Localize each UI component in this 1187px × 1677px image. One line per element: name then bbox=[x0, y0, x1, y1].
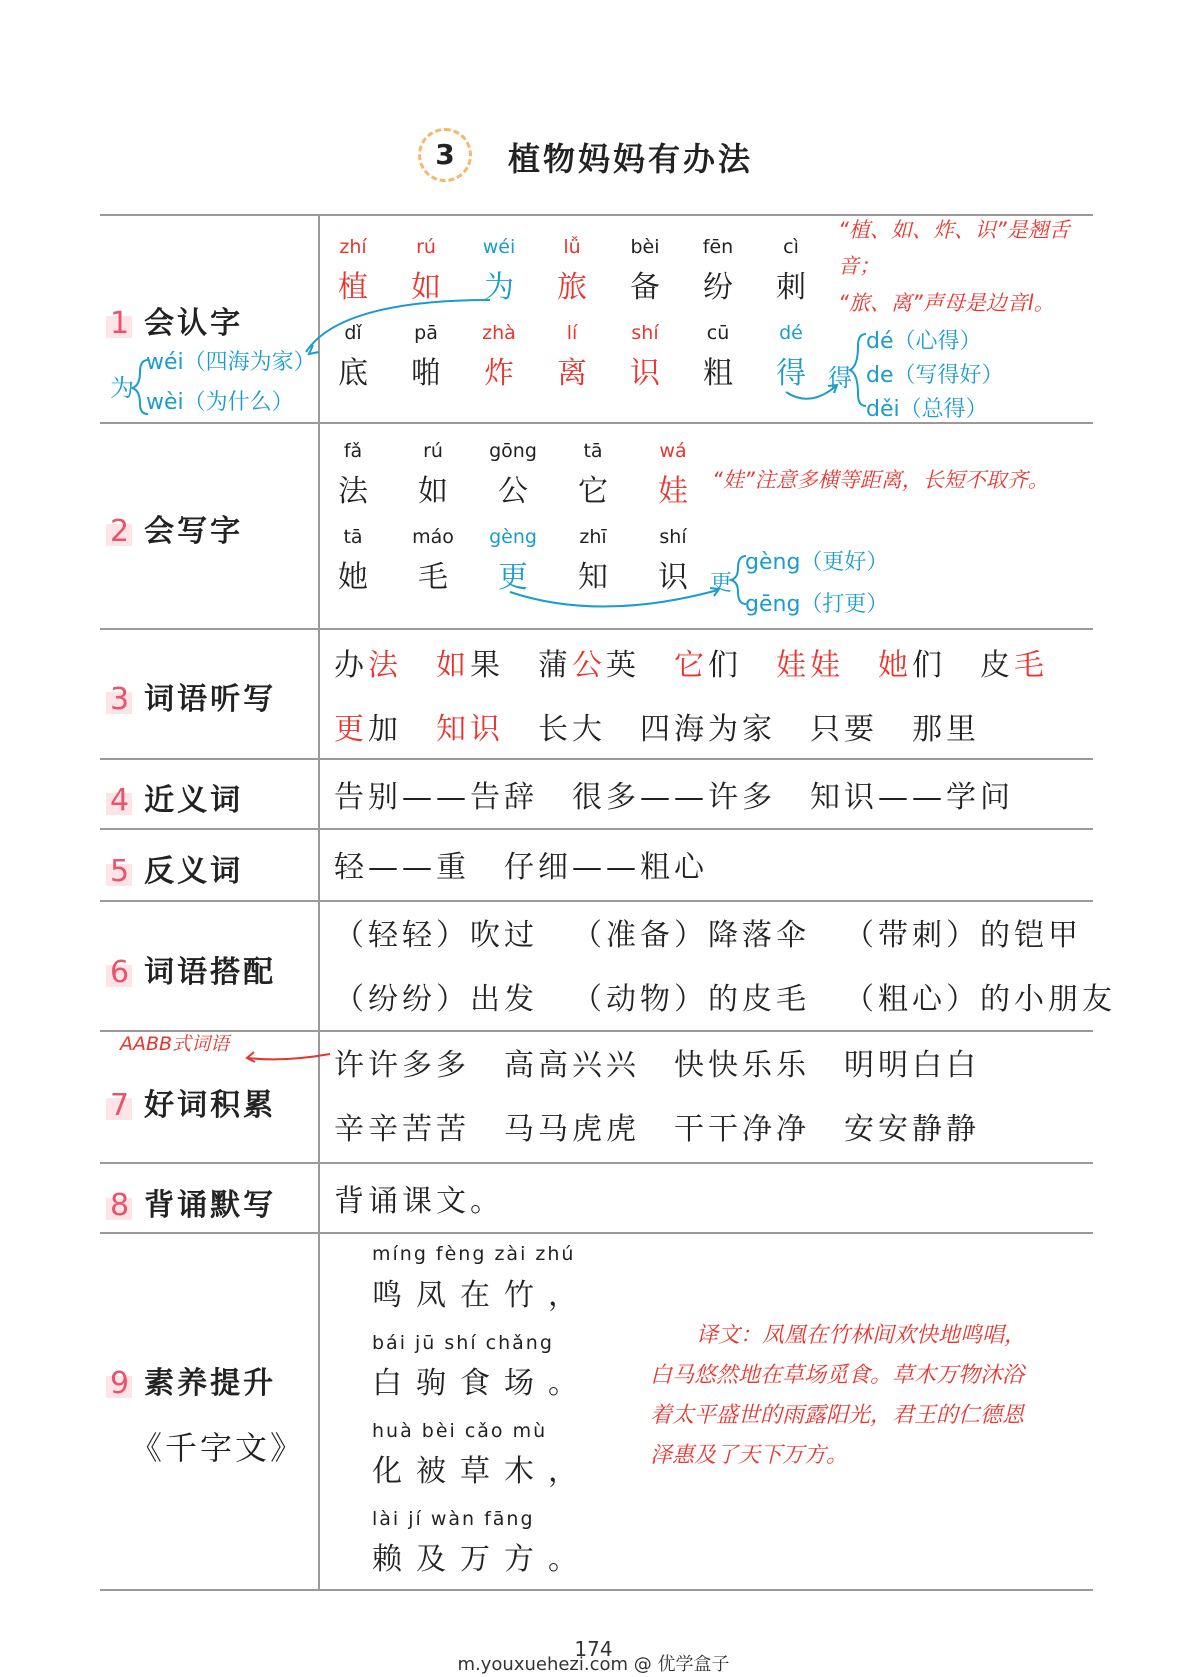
pinyin: cū bbox=[706, 322, 730, 344]
pinyin: shí bbox=[659, 526, 687, 548]
polyphone-wei-char: 为 bbox=[110, 374, 134, 402]
poem-line-3-pinyin: huà bèi cǎo mù bbox=[372, 1420, 548, 1442]
pinyin: máo bbox=[412, 526, 454, 548]
pinyin: shí bbox=[631, 322, 659, 344]
polyphone-de-char: 得 bbox=[828, 364, 852, 392]
pinyin: zhí bbox=[339, 236, 367, 258]
hanzi: 它 bbox=[578, 474, 608, 509]
classic-title: 《千字文》 bbox=[130, 1429, 306, 1467]
brace-de bbox=[850, 334, 866, 406]
hanzi: 法 bbox=[338, 474, 368, 509]
hanzi: 离 bbox=[557, 356, 587, 391]
hanzi: 识 bbox=[658, 560, 688, 595]
collocation: （纷纷）出发 bbox=[334, 982, 538, 1017]
poem-line-1: 鸣凤在竹， bbox=[372, 1278, 592, 1313]
section-label-dictation: 3 词语听写 bbox=[110, 682, 277, 717]
good-word: 快快乐乐 bbox=[674, 1048, 810, 1083]
brace-wei bbox=[132, 360, 148, 414]
pinyin: zhī bbox=[579, 526, 607, 548]
hanzi: 毛 bbox=[418, 560, 448, 595]
hanzi: 旅 bbox=[557, 270, 587, 305]
brace-geng bbox=[731, 556, 746, 604]
dictation-segment: 法 bbox=[368, 648, 402, 683]
pinyin: gōng bbox=[489, 440, 537, 462]
polyphone-wei-reading-1: wéi（四海为家） bbox=[146, 350, 316, 375]
collocation: （动物）的皮毛 bbox=[572, 982, 810, 1017]
antonym-pair: 仔细——粗心 bbox=[504, 850, 708, 885]
hanzi: 炸 bbox=[484, 356, 514, 391]
pinyin: tā bbox=[583, 440, 603, 462]
hanzi: 为 bbox=[484, 270, 514, 305]
hanzi: 纷 bbox=[703, 270, 733, 305]
section-label-recite: 8 背诵默写 bbox=[110, 1188, 277, 1223]
good-word: 干干净净 bbox=[674, 1112, 810, 1147]
good-word: 明明白白 bbox=[844, 1048, 980, 1083]
poem-line-1-pinyin: míng fèng zài zhú bbox=[372, 1243, 576, 1265]
hanzi: 植 bbox=[338, 270, 368, 305]
pinyin: tā bbox=[343, 526, 363, 548]
good-word: 高高兴兴 bbox=[504, 1048, 640, 1083]
dictation-segment: 娃娃 bbox=[776, 648, 844, 683]
hanzi: 知 bbox=[578, 560, 608, 595]
section-label-literacy: 9 素养提升 bbox=[110, 1366, 277, 1401]
polyphone-de-reading-1: dé（心得） bbox=[866, 329, 982, 354]
hanzi: 娃 bbox=[658, 474, 688, 509]
synonym-pair: 告别——告辞 bbox=[334, 780, 538, 815]
collocation: （带刺）的铠甲 bbox=[844, 918, 1082, 953]
hanzi: 啪 bbox=[411, 356, 441, 391]
section-label-collocations: 6 词语搭配 bbox=[110, 955, 277, 990]
link-geng bbox=[510, 590, 718, 607]
collocation: （粗心）的小朋友 bbox=[844, 982, 1116, 1017]
hanzi: 识 bbox=[630, 356, 660, 391]
section-label-recognize: 1 会认字 bbox=[110, 306, 244, 341]
hanzi: 粗 bbox=[703, 356, 733, 391]
dictation-segment: 长大 bbox=[538, 712, 606, 747]
synonym-pair: 很多——许多 bbox=[572, 780, 776, 815]
pinyin: dǐ bbox=[344, 322, 362, 344]
pinyin: rú bbox=[423, 440, 443, 462]
footer-source: m.youxuehezi.com @ 优学盒子 bbox=[457, 1654, 730, 1675]
polyphone-de-reading-3: děi（总得） bbox=[866, 397, 988, 422]
dictation-segment: 只要 bbox=[810, 712, 878, 747]
section-label-antonyms: 5 反义词 bbox=[110, 854, 244, 889]
good-word: 许许多多 bbox=[334, 1048, 470, 1083]
hanzi: 如 bbox=[418, 474, 448, 509]
section-label-synonyms: 4 近义词 bbox=[110, 783, 244, 818]
synonym-pair: 知识——学问 bbox=[810, 780, 1014, 815]
pinyin: zhà bbox=[482, 322, 516, 344]
dictation-segment: 它 bbox=[674, 648, 708, 683]
dictation-segment: 公 bbox=[572, 648, 606, 683]
annotation-lateral: “旅、离”声母是边音l。 bbox=[838, 291, 1055, 315]
pinyin: fēn bbox=[702, 236, 734, 258]
arrowhead bbox=[247, 1052, 255, 1062]
pinyin: fǎ bbox=[343, 440, 363, 462]
page-number: 174 bbox=[574, 1637, 613, 1661]
dictation-segment: 四海为家 bbox=[640, 712, 776, 747]
pinyin: bèi bbox=[630, 236, 660, 258]
dictation-segment: 那里 bbox=[912, 712, 980, 747]
lesson-number-badge: 3 bbox=[418, 128, 472, 182]
dictation-segment: 蒲 bbox=[538, 648, 572, 683]
good-word: 辛辛苦苦 bbox=[334, 1112, 470, 1147]
dictation-segment: 毛 bbox=[1014, 648, 1048, 683]
pinyin: wá bbox=[659, 440, 687, 462]
annotation-retroflex: “植、如、炸、识”是翘舌音； bbox=[838, 218, 1070, 278]
dictation-segment: 她 bbox=[878, 648, 912, 683]
link-wei bbox=[306, 300, 490, 352]
polyphone-de-reading-2: de（写得好） bbox=[866, 363, 1004, 388]
dictation-segment: 皮 bbox=[980, 648, 1014, 683]
hanzi: 底 bbox=[338, 356, 368, 391]
annotation-wa: “娃”注意多横等距离，长短不取齐。 bbox=[712, 468, 1049, 492]
section-label-write: 2 会写字 bbox=[110, 514, 244, 549]
hanzi: 刺 bbox=[776, 270, 806, 305]
dictation-segment: 们 bbox=[708, 648, 742, 683]
dictation-segment: 知识 bbox=[436, 712, 504, 747]
hanzi: 得 bbox=[776, 356, 806, 391]
pinyin: rú bbox=[416, 236, 436, 258]
dictation-segment: 加 bbox=[368, 712, 402, 747]
polyphone-geng-char: 更 bbox=[710, 571, 733, 596]
pinyin: lí bbox=[566, 322, 578, 344]
pinyin: pā bbox=[414, 322, 438, 344]
dictation-segment: 办 bbox=[334, 648, 368, 683]
pinyin: dé bbox=[779, 322, 803, 344]
hanzi: 如 bbox=[411, 270, 441, 305]
good-word: 安安静静 bbox=[844, 1112, 980, 1147]
poem-line-4: 赖及万方。 bbox=[372, 1542, 592, 1577]
pinyin: cì bbox=[783, 236, 799, 258]
collocation: （轻轻）吹过 bbox=[334, 918, 538, 953]
poem-line-4-pinyin: lài jí wàn fāng bbox=[372, 1508, 535, 1530]
good-word: 马马虎虎 bbox=[504, 1112, 640, 1147]
polyphone-geng-reading-2: gēng（打更） bbox=[745, 592, 889, 617]
poem-translation: 译文：凤凰在竹林间欢快地鸣唱， 白马悠然地在草场觅食。草木万物沐浴 着太平盛世的雨露阳光，君王的仁德恩 泽惠及了天下万方。 bbox=[650, 1323, 1027, 1468]
hanzi: 更 bbox=[498, 560, 528, 595]
recite-instruction: 背诵课文。 bbox=[334, 1184, 504, 1219]
annotation-aabb: AABB式词语 bbox=[120, 1033, 230, 1055]
dictation-segment: 果 bbox=[470, 648, 504, 683]
dictation-segment: 更 bbox=[334, 712, 368, 747]
pinyin: wéi bbox=[482, 236, 516, 258]
lesson-title: 植物妈妈有办法 bbox=[508, 140, 754, 178]
hanzi: 备 bbox=[630, 270, 660, 305]
link-de bbox=[786, 386, 836, 399]
pinyin: gèng bbox=[489, 526, 537, 548]
poem-line-2: 白驹食场。 bbox=[372, 1366, 592, 1401]
poem-line-2-pinyin: bái jū shí chǎng bbox=[372, 1332, 554, 1354]
dictation-segment: 如 bbox=[436, 648, 470, 683]
antonym-pair: 轻——重 bbox=[334, 850, 470, 885]
polyphone-geng-reading-1: gèng（更好） bbox=[745, 550, 889, 575]
hanzi: 公 bbox=[498, 474, 528, 509]
dictation-segment: 英 bbox=[606, 648, 640, 683]
section-label-good-words: 7 好词积累 bbox=[110, 1088, 277, 1123]
pinyin: lǚ bbox=[563, 236, 581, 258]
poem-line-3: 化被草木， bbox=[372, 1454, 592, 1489]
collocation: （准备）降落伞 bbox=[572, 918, 810, 953]
polyphone-wei-reading-2: wèi（为什么） bbox=[146, 390, 294, 415]
hanzi: 她 bbox=[338, 560, 368, 595]
dictation-segment: 们 bbox=[912, 648, 946, 683]
link-aabb bbox=[248, 1054, 330, 1059]
